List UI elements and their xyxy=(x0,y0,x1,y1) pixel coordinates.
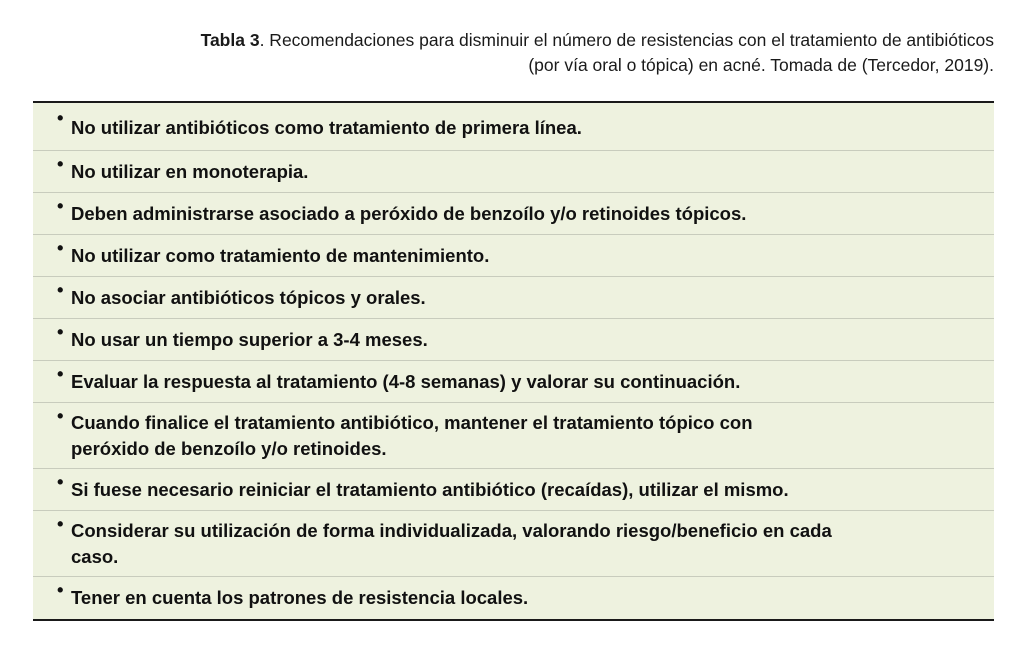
row-text: Tener en cuenta los patrones de resistencia locales. xyxy=(71,587,529,608)
row-text: Cuando finalice el tratamiento antibiótico, mantener el tratamiento tópico con peróxido de benzoílo y/o retinoides. xyxy=(71,411,753,459)
row-text: No utilizar como tratamiento de mantenimiento. xyxy=(71,244,490,266)
caption-label: Tabla 3 xyxy=(200,30,260,50)
table-row xyxy=(33,511,994,577)
table-row xyxy=(33,319,994,361)
table-row xyxy=(33,151,994,193)
table-row xyxy=(33,103,994,151)
caption-text-line1: . Recomendaciones para disminuir el número de resistencias con el tratamiento de antibióticos xyxy=(259,30,994,50)
table-row xyxy=(33,193,994,235)
row-text: Evaluar la respuesta al tratamiento (4-8 semanas) y valorar su continuación. xyxy=(71,370,741,392)
table-row xyxy=(33,577,994,619)
caption-text-line2: (por vía oral o tópica) en acné. Tomada de (Tercedor, 2019). xyxy=(528,55,994,75)
table-row xyxy=(33,235,994,277)
table-row xyxy=(33,403,994,469)
table-caption xyxy=(34,28,994,78)
bullet: • xyxy=(57,513,64,534)
bullet: • xyxy=(57,321,64,342)
row-text: No utilizar en monoterapia. xyxy=(71,160,309,182)
bullet: • xyxy=(57,107,64,128)
bullet: • xyxy=(57,153,64,174)
table-row xyxy=(33,277,994,319)
bullet: • xyxy=(57,471,64,492)
table-row xyxy=(33,361,994,403)
bullet: • xyxy=(57,363,64,384)
bullet: • xyxy=(57,279,64,300)
row-text: No utilizar antibióticos como tratamiento de primera línea. xyxy=(71,116,582,138)
bullet: • xyxy=(57,579,64,600)
table-row xyxy=(33,469,994,511)
row-text: No asociar antibióticos tópicos y orales. xyxy=(71,286,426,308)
bullet: • xyxy=(57,195,64,216)
bullet: • xyxy=(57,405,64,426)
row-text: No usar un tiempo superior a 3-4 meses. xyxy=(71,328,428,350)
row-text: Deben administrarse asociado a peróxido de benzoílo y/o retinoides tópicos. xyxy=(71,202,747,224)
row-text: Si fuese necesario reiniciar el tratamiento antibiótico (recaídas), utilizar el mismo. xyxy=(71,478,789,500)
bullet: • xyxy=(57,237,64,258)
recommendations-table xyxy=(33,101,994,621)
row-text: Considerar su utilización de forma individualizada, valorando riesgo/beneficio en cada caso. xyxy=(71,519,832,567)
